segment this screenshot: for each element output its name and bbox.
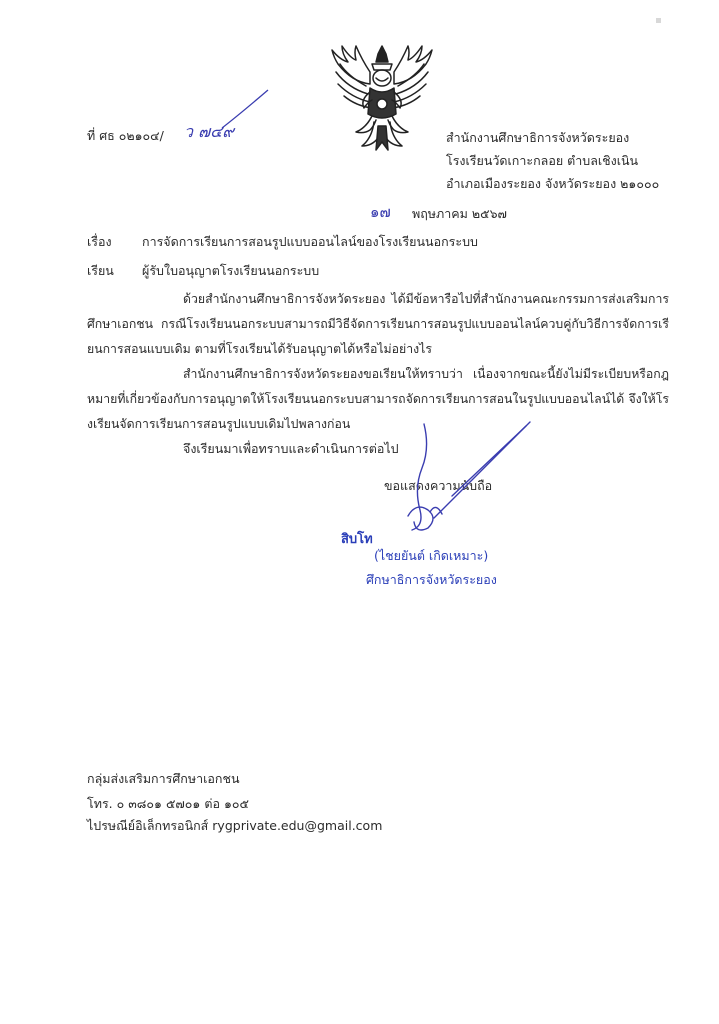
signature-stamp: สิบโท	[341, 532, 373, 547]
body-paragraph-1: ด้วยสำนักงานศึกษาธิการจังหวัดระยอง ได้มีข้อหารือไปที่สำนักงานคณะกรรมการส่งเสริมการศึกษาเอกชน กรณีโรงเรียนนอกระบบสามารถมีวิธีจัดการเรียนการสอนรูปแบบออนไลน์ควบคู่กับวิธีการจัดการเรียนการสอนแบบเดิม ตามที่โรงเรียนได้รับอนุญาตได้หรือไม่อย่างไร	[87, 292, 669, 356]
footer-phone: โทร. ๐ ๓๘๐๑ ๕๗๐๑ ต่อ ๑๐๕	[87, 796, 249, 811]
recipient-label: เรียน	[87, 263, 114, 278]
garuda-emblem-icon	[326, 42, 438, 156]
document-number	[87, 128, 164, 144]
signer-name: (ไชยยันต์ เกิดเหมาะ)	[374, 548, 489, 563]
sender-line-2: โรงเรียนวัดเกาะกลอย ตำบลเชิงเนิน	[446, 153, 639, 168]
signer-position: ศึกษาธิการจังหวัดระยอง	[366, 572, 497, 587]
footer-email[interactable]: rygprivate.edu@gmail.com	[212, 818, 383, 833]
body-paragraph-2: สำนักงานศึกษาธิการจังหวัดระยองขอเรียนให้ทราบว่า เนื่องจากขณะนี้ยังไม่มีระเบียบหรือกฎหมายที่เกี่ยวข้องกับการอนุญาตให้โรงเรียนนอกระบบสามารถจัดการเรียนการสอนในรูปแบบออนไลน์ได้ จึงให้โรงเรียนจัดการเรียนการสอนรูปแบบเดิมไปพลางก่อน	[87, 367, 669, 431]
subject-text: การจัดการเรียนการสอนรูปแบบออนไลน์ของโรงเรียนนอกระบบ	[142, 234, 478, 249]
date-day-handwritten: ๑๗	[370, 203, 391, 221]
handwritten-stroke	[220, 88, 270, 130]
footer-email-line	[87, 818, 382, 834]
date-month-year: พฤษภาคม ๒๕๖๗	[412, 206, 507, 221]
document-number-handwritten: ว ๗๔๙	[184, 122, 234, 141]
closing-request: จึงเรียนมาเพื่อทราบและดำเนินการต่อไป	[183, 441, 399, 456]
document-number-label: ที่ ศธ ๐๒๑๐๔/	[87, 128, 164, 143]
footer-email-label: ไปรษณีย์อิเล็กทรอนิกส์	[87, 818, 209, 833]
subject-label: เรื่อง	[87, 234, 112, 249]
sender-line-1: สำนักงานศึกษาธิการจังหวัดระยอง	[446, 130, 630, 145]
closing-salutation: ขอแสดงความนับถือ	[384, 478, 493, 493]
handwritten-signature	[394, 418, 534, 538]
sender-line-3: อำเภอเมืองระยอง จังหวัดระยอง ๒๑๐๐๐	[446, 176, 660, 191]
footer-department: กลุ่มส่งเสริมการศึกษาเอกชน	[87, 771, 240, 786]
recipient-text: ผู้รับใบอนุญาตโรงเรียนนอกระบบ	[142, 263, 320, 278]
scan-speck	[656, 18, 661, 23]
